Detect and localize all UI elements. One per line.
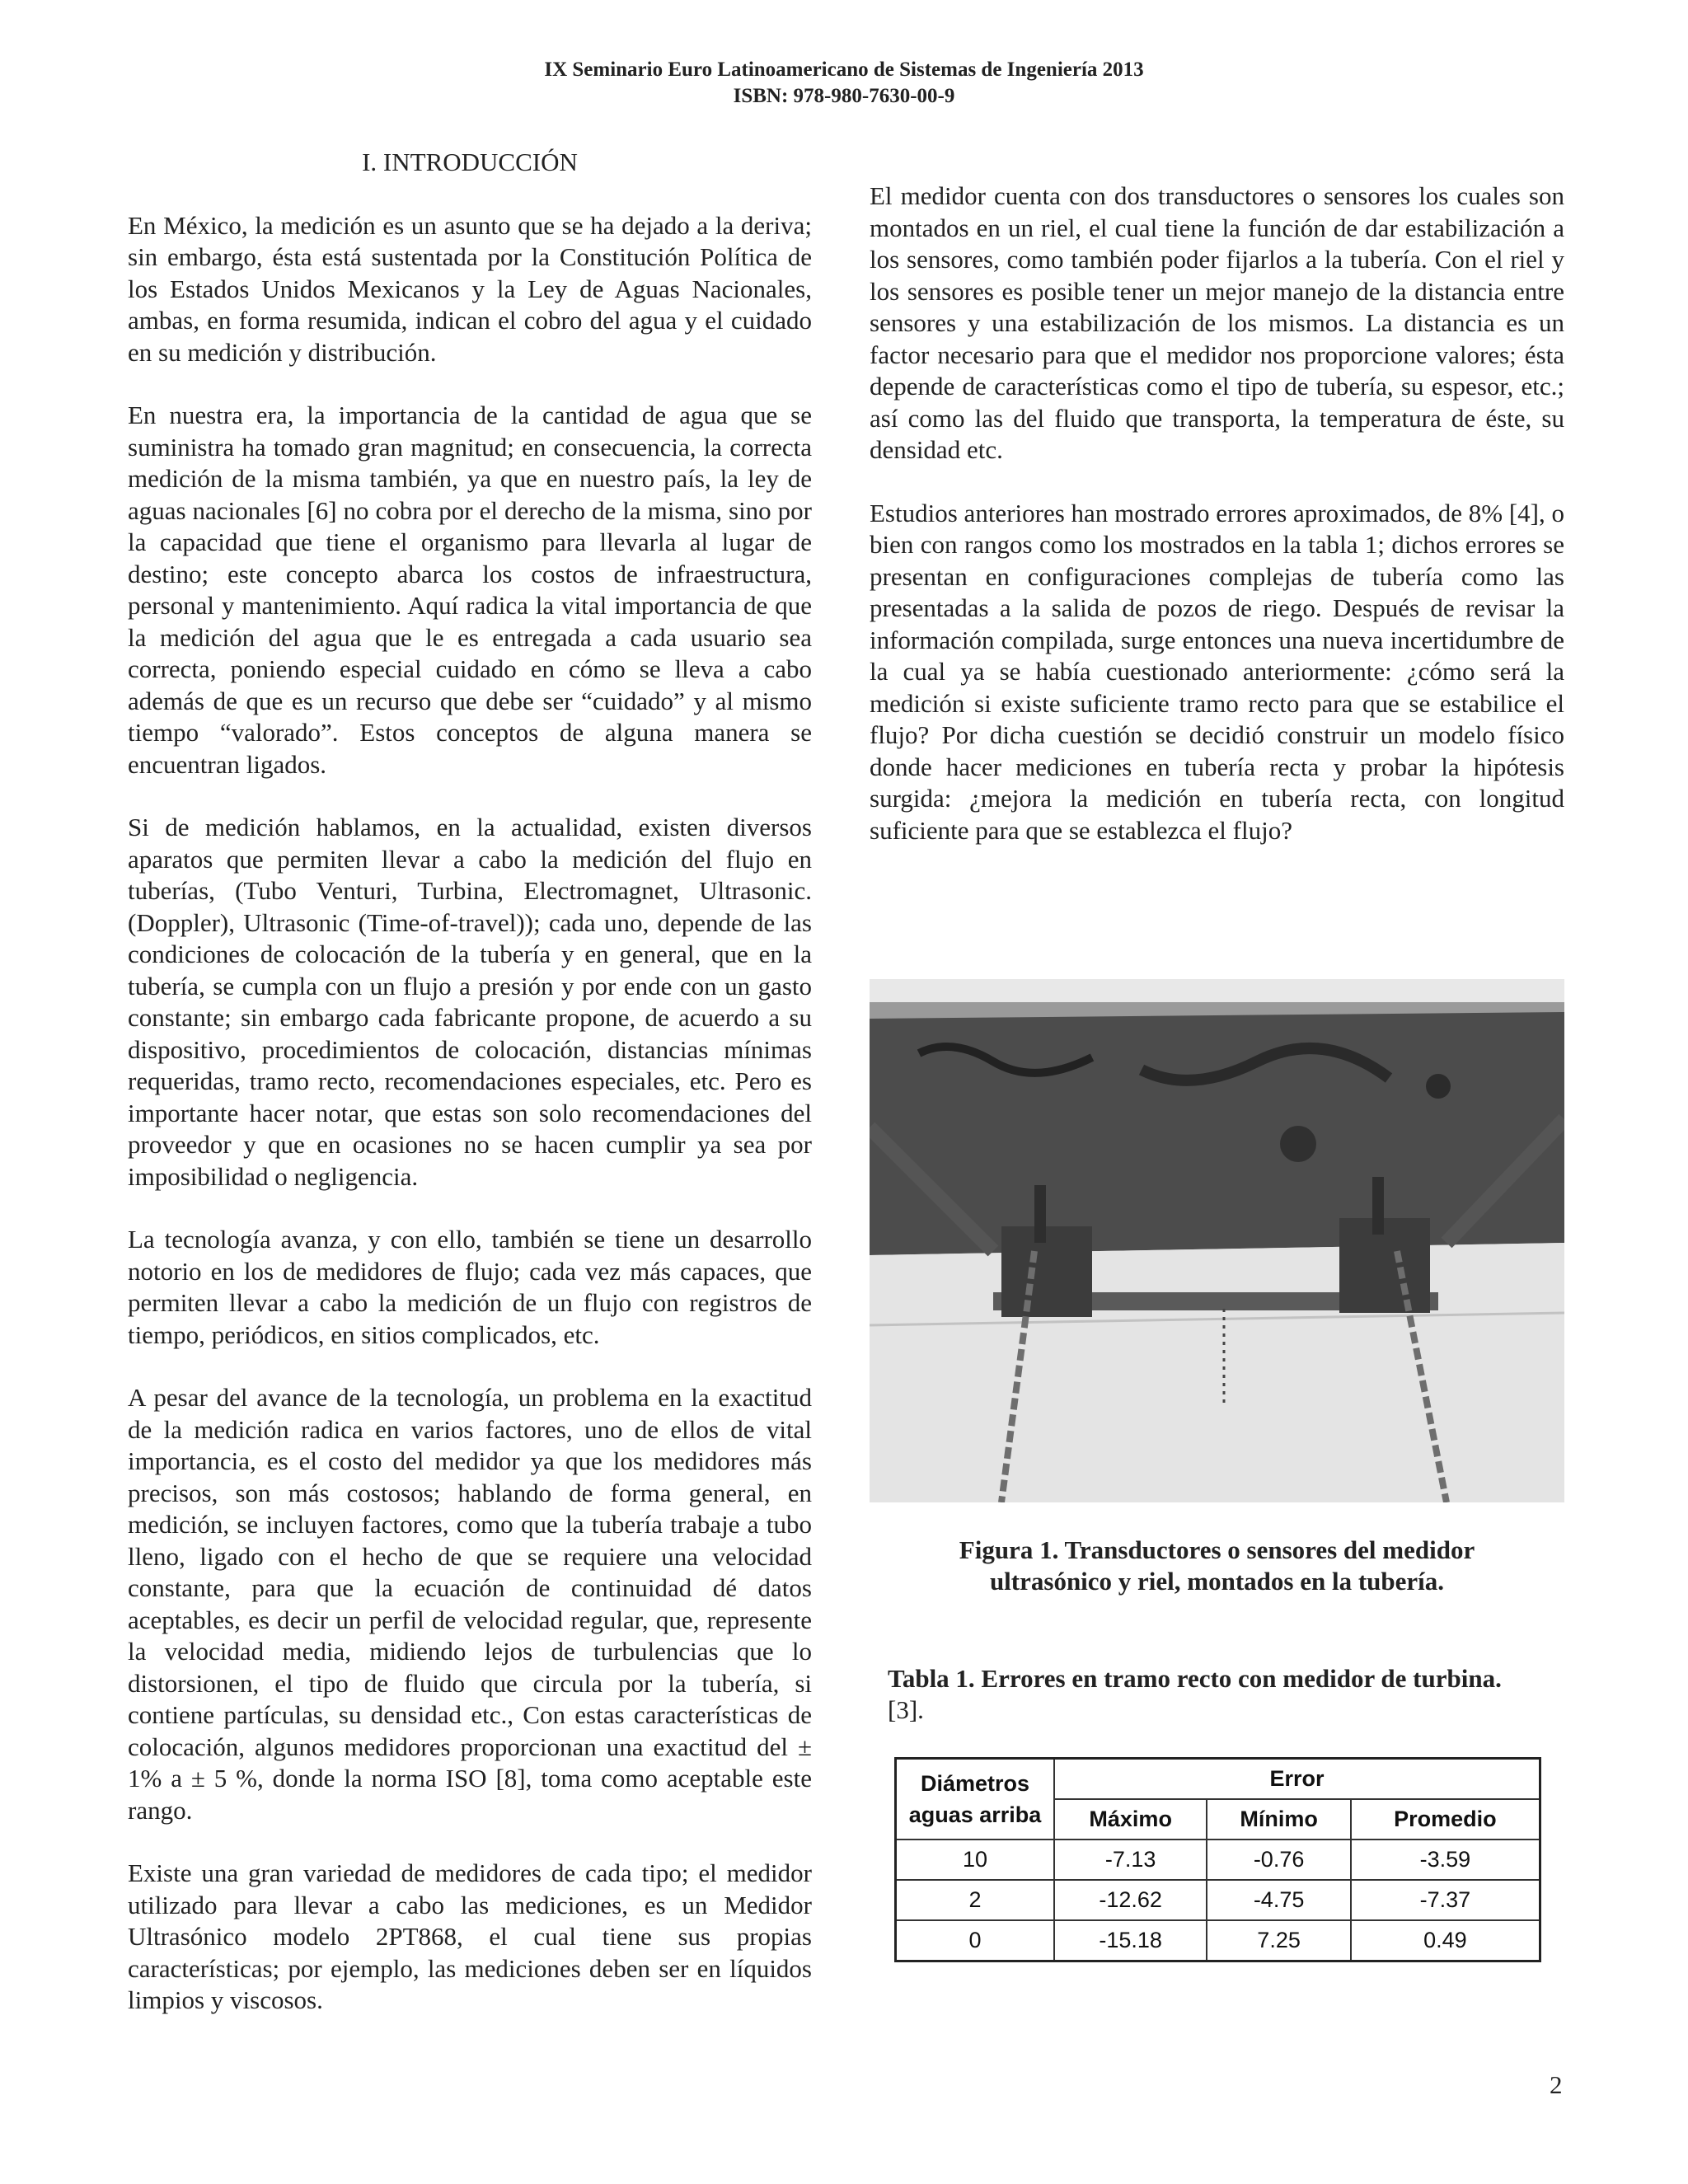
right-column xyxy=(870,180,1564,878)
paragraph: Existe una gran variedad de medidores de cada tipo; el medidor utilizado para llevar a cabo las mediciones, es un Medidor Ultrasónico modelo 2PT868, el cual tiene sus propias características; por ejemplo, las mediciones deben ser en líquidos limpios y viscosos. xyxy=(128,1858,812,2014)
table-row xyxy=(896,1920,1540,1961)
table-cell: -12.62 xyxy=(1054,1880,1207,1920)
paragraph: En nuestra era, la importancia de la cantidad de agua que se suministra ha tomado gran magnitud; en consecuencia, la correcta medición de la misma también, ya que en nuestro país, la ley de aguas nacionales [6] no cobra por el derecho de la misma, sino por la capacidad que tiene el organismo para llevarla al lugar de destino; este concepto abarca los costos de infraestructura, personal y mantenimiento. Aquí radica la vital importancia de que la medición del agua que le es entregada a cada usuario sea correcta, poniendo especial cuidado en cómo se lleva a cabo además de que es un recurso que debe ser “cuidado” y al mismo tiempo “valorado”. Estos conceptos de alguna manera se encuentran ligados. xyxy=(128,401,812,779)
table-cell: 10 xyxy=(896,1840,1055,1880)
table-cell: -7.37 xyxy=(1351,1880,1540,1920)
transducer-photo-illustration xyxy=(870,979,1564,1502)
table-cell: -4.75 xyxy=(1207,1880,1350,1920)
conference-title: IX Seminario Euro Latinoamericano de Sistemas de Ingeniería 2013 xyxy=(544,59,1144,81)
table-cell: -15.18 xyxy=(1054,1920,1207,1961)
table-cell: 2 xyxy=(896,1880,1055,1920)
paragraph: Estudios anteriores han mostrado errores aproximados, de 8% [4], o bien con rangos como los mostrados en la tabla 1; dichos errores se presentan en configuraciones complejas de tubería como las presentadas a la salida de pozos de riego. Después de revisar la información compilada, surge entonces una nueva incertidumbre de la cual ya se había cuestionado anteriormente: ¿cómo será la medición si existe suficiente tramo recto para que se estabilice el flujo? Por dicha cuestión se decidió construir un modelo físico donde hacer mediciones en tubería recta y probar la hipótesis surgida: ¿mejora la medición en tubería recta, con longitud suficiente para que se establezca el flujo? xyxy=(870,498,1564,845)
section-title: I. INTRODUCCIÓN xyxy=(362,148,578,176)
isbn-line: ISBN: 978-980-7630-00-9 xyxy=(733,85,955,107)
table-cell: 7.25 xyxy=(1207,1920,1350,1961)
paragraph: El medidor cuenta con dos transductores o sensores los cuales son montados en un riel, el cual tiene la función de dar estabilización a los sensores, como también poder fijarlos a la tubería. Con el riel y los sensores es posible tener un mejor manejo de la distancia entre sensores y una estabilización de los mismos. La distancia es un factor necesario para que el medidor nos proporcione valores; ésta depende de características como el tipo de tubería, su espesor, etc.; así como las del fluido que transporta, la temperatura de éste, su densidad etc. xyxy=(870,181,1564,464)
table-cell: -7.13 xyxy=(1054,1840,1207,1880)
header-maximo: Máximo xyxy=(1054,1799,1207,1840)
paragraph: Si de medición hablamos, en la actualidad, existen diversos aparatos que permiten llevar a cabo la medición del flujo en tuberías, (Tubo Venturi, Turbina, Electromagnet, Ultrasonic. (Doppler), Ultrasonic (Time-of-travel)); cada uno, depende de las condiciones de colocación de la tubería y en general, que en la tubería, se cumpla con un flujo a presión y por ende con un gasto constante; sin embargo cada fabricante propone, de acuerdo a su dispositivo, procedimientos de colocación, distancias mínimas requeridas, tramo recto, recomendaciones especiales, etc. Pero es importante hacer notar, que estas son solo recomendaciones del proveedor y que en ocasiones no se hacen cumplir ya sea por imposibilidad o negligencia. xyxy=(128,813,812,1191)
header-error: Error xyxy=(1054,1759,1540,1800)
paragraph: La tecnología avanza, y con ello, también se tiene un desarrollo notorio en los de medidores de flujo; cada vez más capaces, que permiten llevar a cabo la medición de un flujo con registros de tiempo, periódicos, en sitios complicados, etc. xyxy=(128,1225,812,1349)
figure-photo xyxy=(870,979,1564,1502)
paragraph: A pesar del avance de la tecnología, un problema en la exactitud de la medición radica en varios factores, uno de ellos de vital importancia, es el costo del medidor ya que los medidores más precisos, son más costosos; hablando de forma general, en medición, se incluyen factores, como que la tubería trabaje a tubo lleno, ligado con el hecho de que se requiere una velocidad constante, para que la ecuación de continuidad dé datos aceptables, es decir un perfil de velocidad regular, que, represente la velocidad media, midiendo lejos de turbulencias que lo distorsionen, el tipo de fluido que circula por la tubería, si contiene partículas, su densidad etc., Con estas características de colocación, algunos medidores proporcionan una exactitud del ± 1% a ± 5 %, donde la norma ISO [8], toma como aceptable este rango. xyxy=(128,1383,812,1825)
table-cell: 0.49 xyxy=(1351,1920,1540,1961)
table-caption-reference: [3]. xyxy=(888,1695,924,1724)
errors-table xyxy=(894,1757,1541,1962)
header-minimo: Mínimo xyxy=(1207,1799,1350,1840)
table-caption: Tabla 1. Errores en tramo recto con medidor de turbina. xyxy=(888,1664,1502,1693)
left-column xyxy=(128,147,812,2048)
table-cell: -0.76 xyxy=(1207,1840,1350,1880)
header-diametros: Diámetros aguas arriba xyxy=(896,1759,1055,1840)
table-row xyxy=(896,1880,1540,1920)
page-number: 2 xyxy=(1550,2070,1563,2099)
table-cell: -3.59 xyxy=(1351,1840,1540,1880)
table-cell: 0 xyxy=(896,1920,1055,1961)
figure-caption-line1: Figura 1. Transductores o sensores del medidor xyxy=(959,1535,1475,1564)
table-row xyxy=(896,1840,1540,1880)
header-promedio: Promedio xyxy=(1351,1799,1540,1840)
figure-caption-line2: ultrasónico y riel, montados en la tubería. xyxy=(989,1567,1445,1596)
paragraph: En México, la medición es un asunto que se ha dejado a la deriva; sin embargo, ésta está sustentada por la Constitución Política de los Estados Unidos Mexicanos y la Ley de Aguas Nacionales, ambas, en forma resumida, indican el cobro del agua y el cuidado en su medición y distribución. xyxy=(128,210,812,367)
